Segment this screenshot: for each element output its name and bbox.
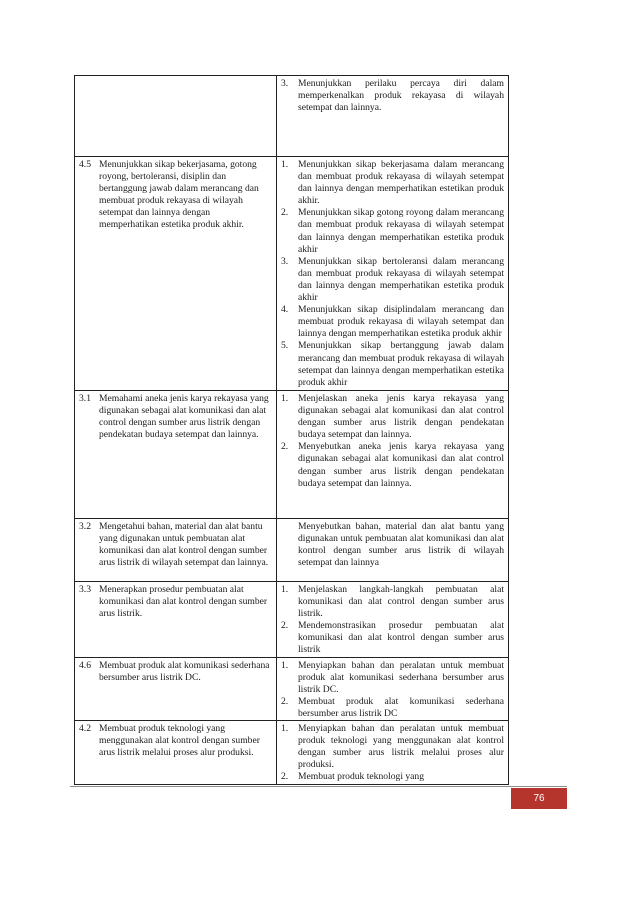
kd-cell <box>75 76 277 157</box>
indicator-item <box>281 78 504 114</box>
table-row <box>75 657 509 720</box>
indicator-item <box>281 304 504 340</box>
indicator-number: 1. <box>281 584 289 595</box>
kd-number: 4.6 <box>79 659 91 671</box>
indicator-text: Menunjukkan sikap bekerjasama dalam merancang dan membuat produk rekayasa di wilayah setempat dan lainnya dengan memperhatikan estetikan produk akhir. <box>298 159 504 207</box>
indicator-text: Menyebutkan aneka jenis karya rekayasa yang digunakan sebagai alat komunikasi dan alat control dengan sumber arus listrik dengan pendekatan budaya setempat dan lainnya. <box>298 441 504 489</box>
kd-text: Menerapkan prosedur pembuatan alat komunikasi dan alat kontrol dengan sumber arus listrik. <box>99 584 268 620</box>
page-number-badge <box>511 788 567 809</box>
table-row <box>75 391 509 519</box>
kd-number: 3.1 <box>79 393 91 404</box>
indicator-number: 2. <box>281 207 289 219</box>
indicator-number: 1. <box>281 659 289 671</box>
table-row <box>75 721 509 785</box>
indicator-number: 2. <box>281 771 289 783</box>
indicator-text: Menunjukkan perilaku percaya diri dalam memperkenalkan produk rekayasa di wilayah setempat dan lainnya. <box>298 78 504 114</box>
indicator-number: 2. <box>281 695 289 707</box>
indicator-item <box>281 393 504 441</box>
table-row <box>75 157 509 391</box>
kd-text: Membuat produk alat komunikasi sederhana bersumber arus listrik DC. <box>99 659 270 683</box>
indicator-number: 3. <box>281 255 289 267</box>
indicator-text: Membuat produk alat komunikasi sederhana bersumber arus listrik DC <box>298 695 504 719</box>
indicator-cell <box>277 76 509 157</box>
indicator-text: Mendemonstrasikan prosedur pembuatan alat komunikasi dan alat kontrol dengan sumber arus listrik <box>298 620 504 656</box>
kd-cell <box>75 391 277 519</box>
indicator-cell <box>277 582 509 658</box>
indicator-number: 1. <box>281 159 289 170</box>
kd-number: 3.2 <box>79 521 91 532</box>
indicator-item <box>281 723 504 771</box>
indicator-item <box>281 771 504 783</box>
kd-number: 3.3 <box>79 584 91 595</box>
kd-number: 4.2 <box>79 723 91 735</box>
indicator-text: Menunjukkan sikap bertanggung jawab dalam merancang dan membuat produk rekayasa di wilayah setempat dan lainnya dengan memperhatikan estetika produk akhir <box>298 340 504 388</box>
indicator-number: 3. <box>281 78 289 89</box>
kd-text: Menunjukkan sikap bekerjasama, gotong royong, bertoleransi, disiplin dan bertanggung jawab dalam merancang dan membuat produk rekayasa di wilayah setempat dan lainnya dengan memperhatikan estetika produk akhir. <box>99 159 259 231</box>
indicator-text: Menyebutkan bahan, material dan alat bantu yang digunakan untuk pembuatan alat komunikasi dan alat kontrol dengan sumber arus listrik di wilayah setempat dan lainnya <box>298 521 504 569</box>
kd-number: 4.5 <box>79 159 91 170</box>
indicator-number: 2. <box>281 441 289 453</box>
indicator-number: 4. <box>281 304 289 316</box>
indicator-number <box>281 521 298 569</box>
indicator-cell <box>277 657 509 720</box>
competency-table <box>74 75 509 785</box>
indicator-number: 2. <box>281 620 289 632</box>
indicator-item <box>281 340 504 388</box>
indicator-cell <box>277 391 509 519</box>
indicator-cell <box>277 721 509 785</box>
indicator-cell <box>277 157 509 391</box>
footer-divider <box>70 786 567 787</box>
indicator-item <box>281 159 504 207</box>
indicator-item <box>281 660 504 696</box>
indicator-item <box>281 441 504 489</box>
kd-cell <box>75 582 277 658</box>
indicator-item <box>281 696 504 720</box>
kd-cell <box>75 657 277 720</box>
page-number: 76 <box>533 793 545 804</box>
table-row <box>75 76 509 157</box>
indicator-number: 1. <box>281 393 289 404</box>
indicator-text: Menyiapkan bahan dan peralatan untuk membuat produk teknologi yang menggunakan alat kontrol dengan sumber arus listrik melalui proses alur produksi. <box>298 723 504 771</box>
indicator-text: Menjelaskan langkah-langkah pembuatan alat komunikasi dan alat control dengan sumber arus listrik. <box>298 584 504 620</box>
indicator-item <box>281 256 504 304</box>
indicator-text: Menunjukkan sikap bertoleransi dalam merancang dan membuat produk rekayasa di wilayah setempat dan lainnya dengan memperhatikan estetika produk akhir <box>298 255 504 304</box>
kd-text: Membuat produk teknologi yang menggunakan alat kontrol dengan sumber arus listrik melalui proses alur produksi. <box>99 723 260 759</box>
indicator-text: Menunjukkan sikap gotong royong dalam merancang dan membuat produk rekayasa di wilayah setempat dan lainnya dengan memperhatikan estetika produk akhir <box>298 207 504 255</box>
indicator-item <box>281 584 504 620</box>
indicator-item <box>281 521 504 569</box>
indicator-text: Menunjukkan sikap disiplindalam merancang dan membuat produk rekayasa di wilayah setempat dan lainnya dengan memperhatikan estetika produk akhir <box>298 304 504 340</box>
indicator-number: 1. <box>281 723 289 735</box>
kd-cell <box>75 721 277 785</box>
table-row <box>75 519 509 582</box>
indicator-text: Menyiapkan bahan dan peralatan untuk membuat produk alat komunikasi sederhana bersumber arus listrik DC. <box>298 659 504 695</box>
kd-text: Mengetahui bahan, material dan alat bantu yang digunakan untuk pembuatan alat komunikasi dan alat kontrol dengan sumber arus listrik di wilayah setempat dan lainnya. <box>99 521 269 569</box>
indicator-item <box>281 620 504 656</box>
indicator-text: Menjelaskan aneka jenis karya rekayasa yang digunakan sebagai alat komunikasi dan alat control dengan sumber arus listrik dengan pendekatan budaya setempat dan lainnya. <box>298 393 504 441</box>
kd-text: Memahami aneka jenis karya rekayasa yang digunakan sebagai alat komunikasi dan alat control dengan sumber arus listrik dengan pendekatan budaya setempat dan lainnya. <box>99 393 269 441</box>
kd-cell <box>75 519 277 582</box>
indicator-item <box>281 207 504 255</box>
table-row <box>75 582 509 658</box>
indicator-number: 5. <box>281 340 289 352</box>
indicator-text: Membuat produk teknologi yang <box>298 771 425 783</box>
kd-cell <box>75 157 277 391</box>
indicator-cell <box>277 519 509 582</box>
